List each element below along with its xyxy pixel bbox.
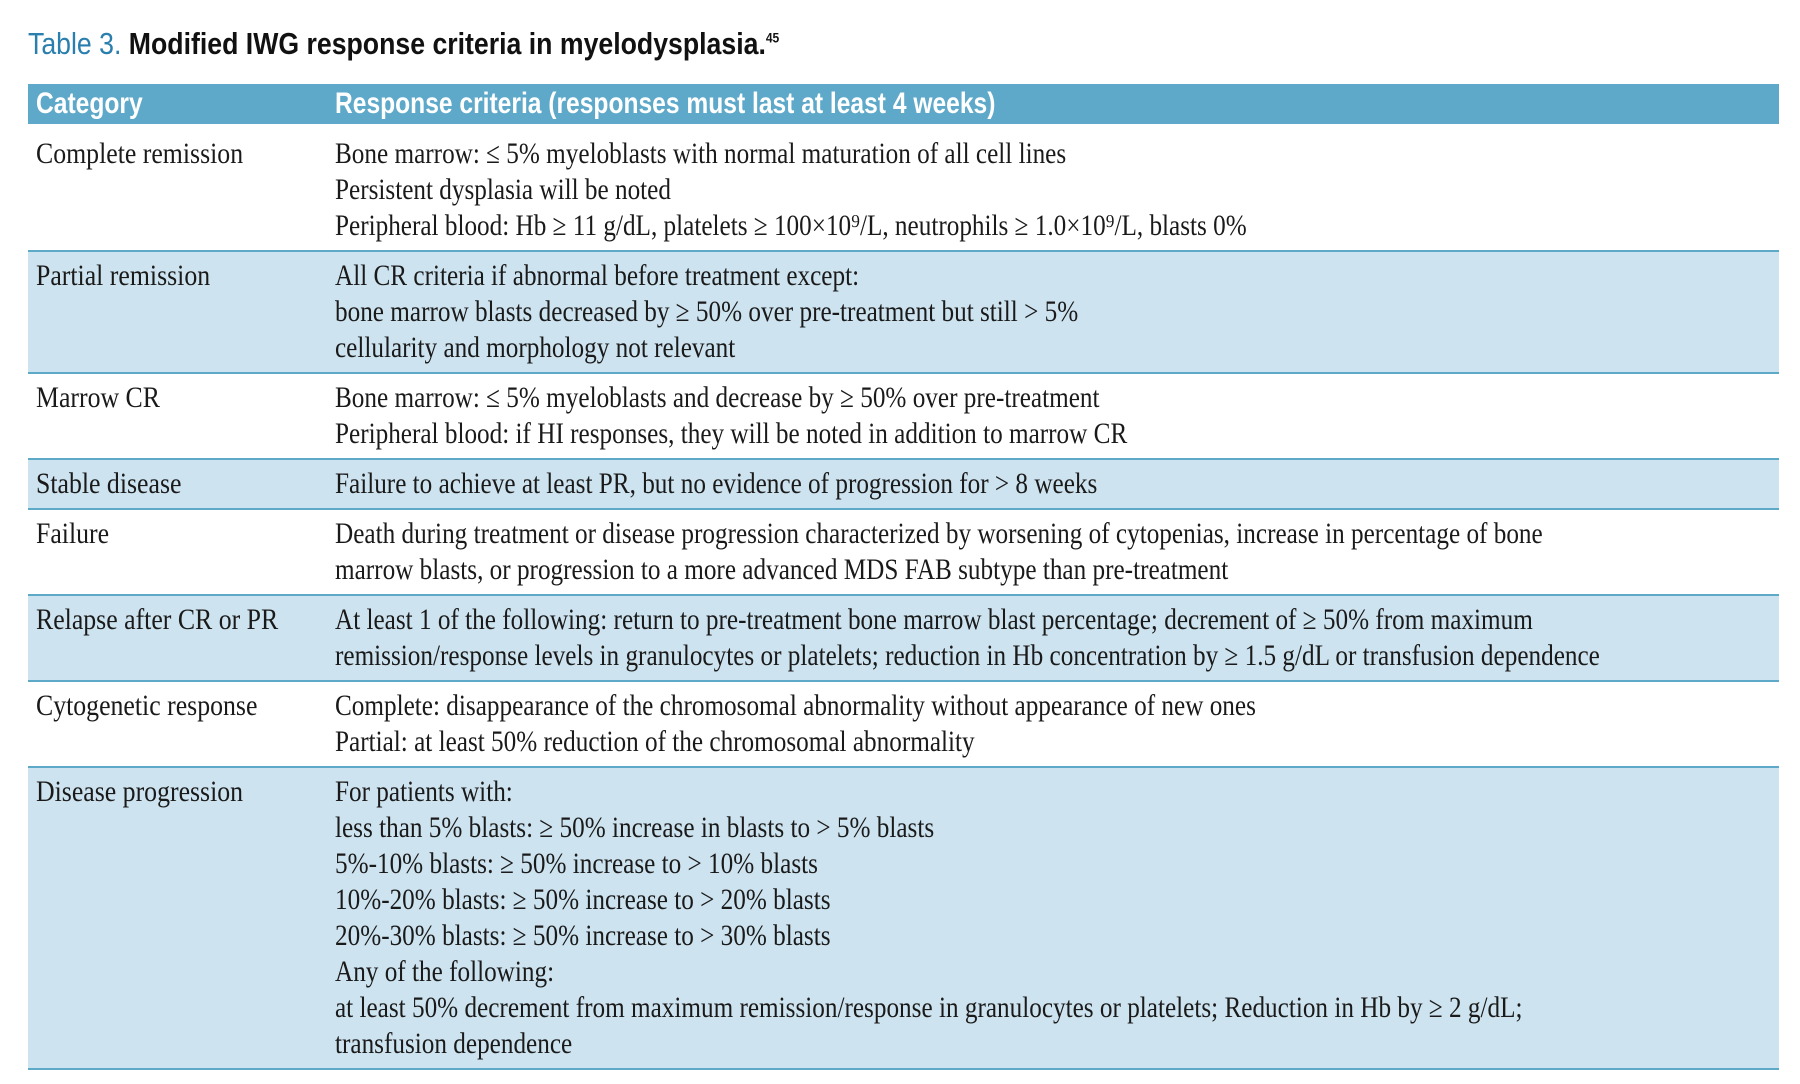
criteria-line: bone marrow blasts decreased by ≥ 50% over pre-treatment but still > 5% (335, 295, 1079, 328)
row-category: Marrow CR (28, 373, 327, 459)
table-row (28, 373, 1779, 459)
table-row (28, 767, 1779, 1069)
criteria-line: Any of the following: (335, 955, 555, 988)
criteria-line: 20%-30% blasts: ≥ 50% increase to > 30% blasts (335, 919, 831, 952)
table-caption (28, 26, 779, 62)
criteria-line: Death during treatment or disease progression characterized by worsening of cytopenias, increase in percentage of bone (335, 517, 1543, 550)
row-criteria (327, 681, 1779, 767)
response-criteria-table (28, 84, 1779, 1070)
table-row (28, 126, 1779, 251)
criteria-line: less than 5% blasts: ≥ 50% increase in blasts to > 5% blasts (335, 811, 935, 844)
criteria-line: All CR criteria if abnormal before treatment except: (335, 259, 860, 292)
criteria-line: cellularity and morphology not relevant (335, 331, 736, 364)
row-criteria (327, 459, 1779, 509)
row-category: Relapse after CR or PR (28, 595, 327, 681)
criteria-line: Peripheral blood: if HI responses, they will be noted in addition to marrow CR (335, 417, 1128, 450)
criteria-line: transfusion dependence (335, 1027, 573, 1060)
criteria-line: 5%-10% blasts: ≥ 50% increase to > 10% blasts (335, 847, 818, 880)
criteria-line: at least 50% decrement from maximum remission/response in granulocytes or platelets; Reduction in Hb by ≥ 2 g/dL; (335, 991, 1523, 1024)
row-category: Complete remission (28, 126, 327, 251)
criteria-line: remission/response levels in granulocytes or platelets; reduction in Hb concentration by ≥ 1.5 g/dL or transfusion dependence (335, 639, 1600, 672)
criteria-line: Complete: disappearance of the chromosomal abnormality without appearance of new ones (335, 689, 1256, 722)
criteria-line: Partial: at least 50% reduction of the chromosomal abnormality (335, 725, 975, 758)
criteria-line: marrow blasts, or progression to a more advanced MDS FAB subtype than pre-treatment (335, 553, 1229, 586)
row-criteria (327, 595, 1779, 681)
header-row (28, 84, 1779, 126)
row-criteria (327, 126, 1779, 251)
criteria-line: 10%-20% blasts: ≥ 50% increase to > 20% blasts (335, 883, 831, 916)
row-category: Failure (28, 509, 327, 595)
row-criteria (327, 509, 1779, 595)
table-row (28, 595, 1779, 681)
table-row (28, 681, 1779, 767)
row-criteria (327, 251, 1779, 373)
row-criteria (327, 373, 1779, 459)
criteria-line: For patients with: (335, 775, 513, 808)
header-category: Category (28, 84, 327, 126)
table-label: Table 3. (28, 26, 122, 61)
criteria-line: Failure to achieve at least PR, but no evidence of progression for > 8 weeks (335, 467, 1098, 500)
table-row (28, 509, 1779, 595)
criteria-line: Bone marrow: ≤ 5% myeloblasts with normal maturation of all cell lines (335, 137, 1067, 170)
criteria-line: Peripheral blood: Hb ≥ 11 g/dL, platelets ≥ 100×10⁹/L, neutrophils ≥ 1.0×10⁹/L, blasts 0% (335, 209, 1247, 242)
table-row (28, 459, 1779, 509)
table-body (28, 126, 1779, 1069)
criteria-line: Bone marrow: ≤ 5% myeloblasts and decrease by ≥ 50% over pre-treatment (335, 381, 1100, 414)
header-criteria: Response criteria (responses must last at least 4 weeks) (327, 84, 1779, 126)
row-category: Partial remission (28, 251, 327, 373)
row-category: Cytogenetic response (28, 681, 327, 767)
table-title: Modified IWG response criteria in myelodysplasia. (128, 26, 766, 61)
row-category: Disease progression (28, 767, 327, 1069)
row-criteria (327, 767, 1779, 1069)
criteria-line: Persistent dysplasia will be noted (335, 173, 671, 206)
row-category: Stable disease (28, 459, 327, 509)
table-row (28, 251, 1779, 373)
reference-number: 45 (765, 29, 780, 46)
criteria-line: At least 1 of the following: return to pre-treatment bone marrow blast percentage; decrement of ≥ 50% from maximum (335, 603, 1533, 636)
